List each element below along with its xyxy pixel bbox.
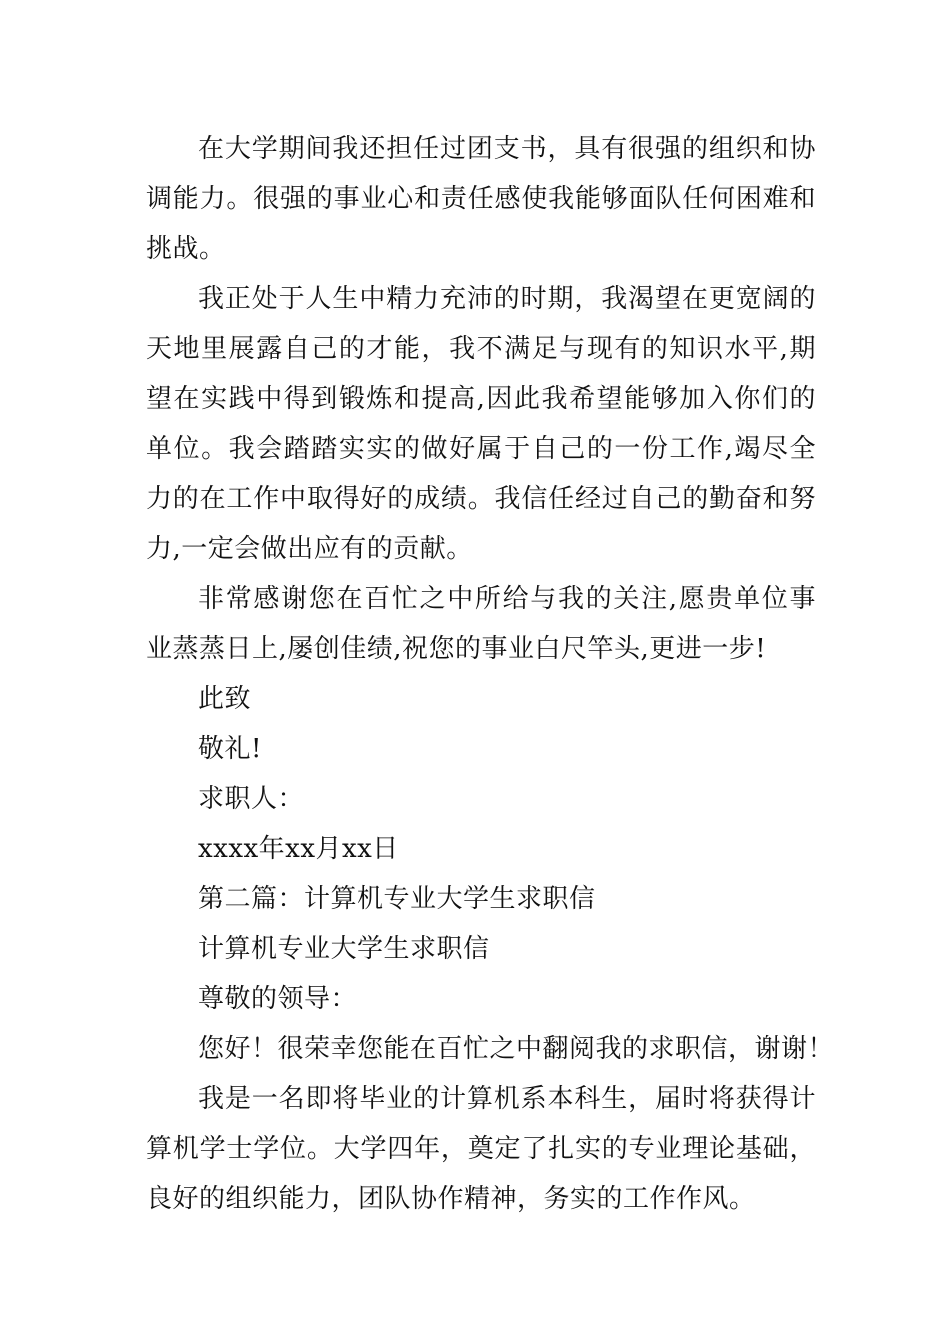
greeting-line: 您好！很荣幸您能在百忙之中翻阅我的求职信，谢谢！ <box>198 1034 835 1064</box>
letter-title: 计算机专业大学生求职信 <box>198 934 490 964</box>
section-heading: 第二篇：计算机专业大学生求职信 <box>198 884 596 914</box>
closing-line-1: 此致 <box>198 684 252 714</box>
paragraph-aspiration: 我正处于人生中精力充沛的时期，我渴望在更宽阔的天地里展露自己的才能，我不满足与现有的知识水平,期望在实践中得到锻炼和提高,因此我希望能够加入你们的单位。我会踏踏实实的做好属于自己的一份工作,竭尽全力的在工作中取得好的成绩。我信任经过自己的勤奋和努力,一定会做出应有的贡献。 <box>146 284 816 564</box>
document-body <box>146 124 835 1224</box>
applicant-line: 求职人： <box>198 784 305 814</box>
salutation-line: 尊敬的领导： <box>198 984 358 1014</box>
date-line: xxxx年xx月xx日 <box>198 834 399 864</box>
paragraph-thanks: 非常感谢您在百忙之中所给与我的关注,愿贵单位事业蒸蒸日上,屡创佳绩,祝您的事业白尺竿头,更进一步! <box>146 584 816 664</box>
paragraph-intro: 我是一名即将毕业的计算机系本科生，届时将获得计算机学士学位。大学四年，奠定了扎实的专业理论基础，良好的组织能力，团队协作精神，务实的工作作风。 <box>146 1084 816 1214</box>
paragraph-leadership: 在大学期间我还担任过团支书，具有很强的组织和协调能力。很强的事业心和责任感使我能够面队任何困难和挑战。 <box>146 134 816 264</box>
closing-line-2: 敬礼! <box>198 734 262 764</box>
